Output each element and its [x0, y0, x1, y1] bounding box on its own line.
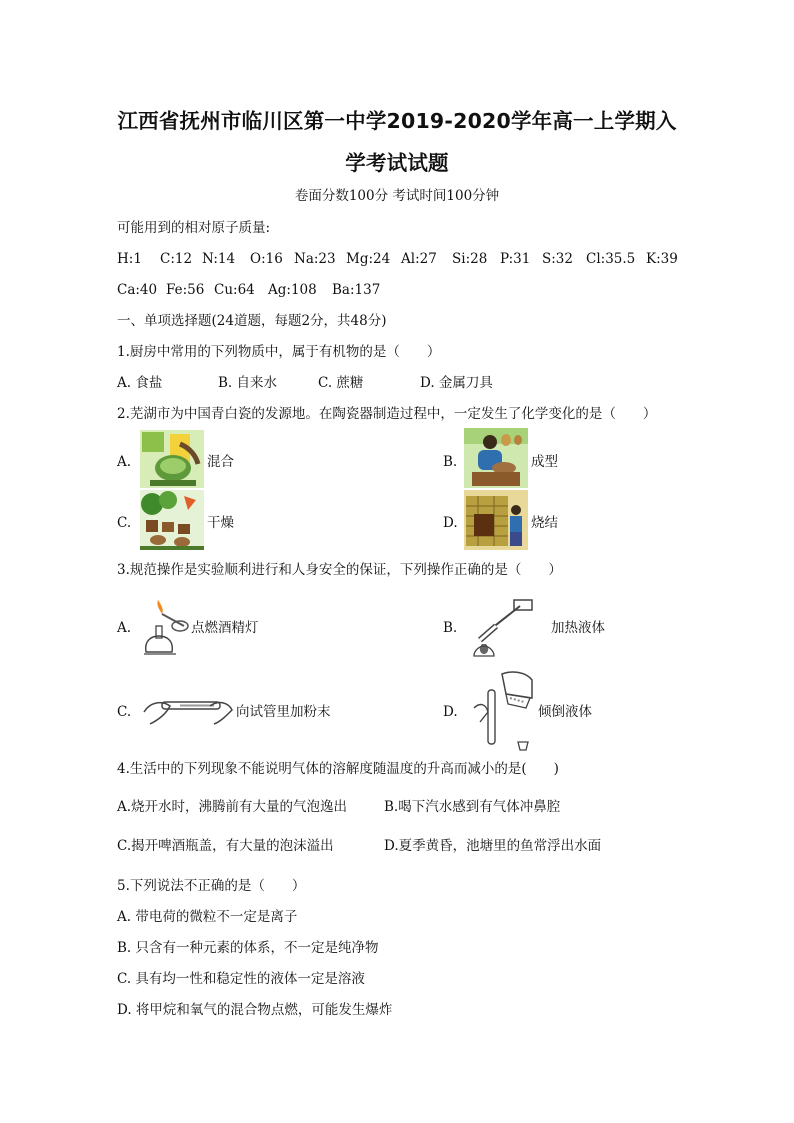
q4-option-b: B.喝下汽水感到有气体冲鼻腔: [384, 799, 561, 815]
atomic-mass: N:14: [202, 251, 236, 267]
q5-stem: 5.下列说法不正确的是（ ）: [117, 878, 306, 894]
q3-option-d-text: 倾倒液体: [538, 704, 592, 720]
q4-option-a: A.烧开水时，沸腾前有大量的气泡逸出: [117, 799, 348, 815]
atomic-mass: Mg:24: [346, 251, 391, 267]
shaping-pottery-image: [464, 428, 528, 488]
exam-title-line1: 江西省抚州市临川区第一中学2019-2020学年高一上学期入: [117, 109, 677, 133]
section1-heading: 一、单项选择题(24道题，每题2分，共48分): [117, 313, 387, 329]
q2-option-a-letter: A.: [117, 454, 132, 470]
q1-option-d: D. 金属刀具: [420, 375, 493, 391]
q3-option-c-letter: C.: [117, 704, 132, 720]
q4-option-c: C.揭开啤酒瓶盖，有大量的泡沫溢出: [117, 838, 334, 854]
atomic-mass: S:32: [542, 251, 573, 267]
atomic-mass: Cu:64: [214, 282, 255, 298]
q3-stem: 3.规范操作是实验顺利进行和人身安全的保证，下列操作正确的是（ ）: [117, 562, 562, 578]
atomic-mass: Ca:40: [117, 282, 158, 298]
q3-option-d-letter: D.: [443, 704, 458, 720]
q4-option-d: D.夏季黄昏，池塘里的鱼常浮出水面: [384, 838, 602, 854]
q4-stem: 4.生活中的下列现象不能说明气体的溶解度随温度的升高而减小的是( ): [117, 761, 559, 777]
exam-title-line2: 学考试试题: [345, 151, 449, 175]
q1-option-b: B. 自来水: [218, 375, 278, 391]
q3-option-b-letter: B.: [443, 620, 458, 636]
q3-option-b-text: 加热液体: [551, 620, 605, 636]
adding-powder-image: [140, 684, 234, 732]
q2-option-c-text: 干燥: [207, 515, 234, 531]
mixing-clay-image: [140, 430, 204, 488]
q2-stem: 2.芜湖市为中国青白瓷的发源地。在陶瓷器制造过程中，一定发生了化学变化的是（ ）: [117, 406, 657, 422]
atomic-mass: H:1: [117, 251, 142, 267]
atomic-mass: O:16: [250, 251, 283, 267]
q2-option-d-letter: D.: [443, 515, 458, 531]
exam-info: 卷面分数100分 考试时间100分钟: [294, 188, 500, 204]
atomic-mass: Fe:56: [166, 282, 205, 298]
pouring-liquid-image: [466, 668, 538, 752]
q3-option-c-text: 向试管里加粉末: [236, 704, 331, 720]
q2-option-b-letter: B.: [443, 454, 458, 470]
atomic-mass: Ag:108: [268, 282, 317, 298]
atomic-mass: Ba:137: [332, 282, 381, 298]
q2-option-a-text: 混合: [207, 454, 234, 470]
q3-option-a-letter: A.: [117, 620, 132, 636]
atomic-mass: Al:27: [401, 251, 437, 267]
q1-option-a: A. 食盐: [117, 375, 163, 391]
atomic-mass: Cl:35.5: [586, 251, 636, 267]
q1-stem: 1.厨房中常用的下列物质中，属于有机物的是（ ）: [117, 344, 441, 360]
alcohol-lamp-image: [140, 596, 192, 660]
atomic-mass: K:39: [646, 251, 678, 267]
atomic-mass: Na:23: [294, 251, 336, 267]
q2-option-b-text: 成型: [531, 454, 558, 470]
q5-option-b: B. 只含有一种元素的体系，不一定是纯净物: [117, 940, 379, 956]
q5-option-a: A. 带电荷的微粒不一定是离子: [117, 909, 298, 925]
q5-option-d: D. 将甲烷和氧气的混合物点燃，可能发生爆炸: [117, 1002, 393, 1018]
kiln-firing-image: [464, 490, 528, 550]
q1-option-c: C. 蔗糖: [318, 375, 364, 391]
atomic-mass: Si:28: [452, 251, 488, 267]
heating-test-tube-image: [466, 596, 542, 660]
atomic-mass: C:12: [160, 251, 193, 267]
atomic-mass: P:31: [500, 251, 531, 267]
drying-pots-image: [140, 490, 204, 550]
q2-option-d-text: 烧结: [531, 515, 558, 531]
q5-option-c: C. 具有均一性和稳定性的液体一定是溶液: [117, 971, 365, 987]
atomic-mass-heading: 可能用到的相对原子质量:: [117, 220, 271, 236]
q3-option-a-text: 点燃酒精灯: [191, 620, 259, 636]
q2-option-c-letter: C.: [117, 515, 132, 531]
